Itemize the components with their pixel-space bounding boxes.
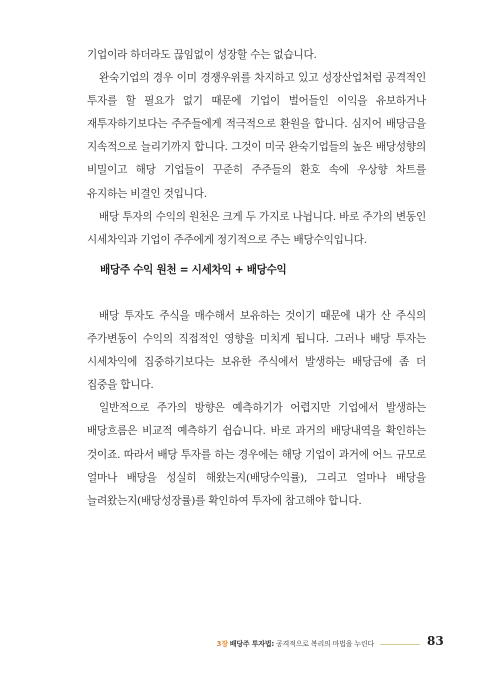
chapter-number: 3장 bbox=[216, 640, 228, 648]
paragraph-4: 배당 투자도 주식을 매수해서 보유하는 것이기 때문에 내가 산 주식의 주가변동이 수익의 직접적인 영향을 미치게 됩니다. 그러나 배당 투자는 시세차익에 집중하기보다는 보유한 주식에서 발생하는 배당금에 좀 더 집중을 합니다. bbox=[87, 310, 426, 392]
footer-divider bbox=[380, 644, 420, 645]
section-heading: 배당주 수익 원천 = 시세차익 + 배당수익 bbox=[100, 264, 287, 276]
paragraph-2: 완숙기업의 경우 이미 경쟁우위를 차지하고 있고 성장산업처럼 공격적인 투자를 할 필요가 없기 때문에 기업이 벌어들인 이익을 유보하거나 재투자하기보다는 주주들에게 적극적으로 환원을 합니다. 심지어 배당금을 지속적으로 늘리기까지 합니다. 그것이 미국 완숙기업들의 높은 배당성향의 비밀이고 해당 기업들이 꾸준히 주주들의 환호 속에 우상향 차트를 유지하는 비결인 것입니다. bbox=[87, 72, 426, 200]
body-section-1 bbox=[87, 44, 426, 252]
chapter-header bbox=[217, 639, 374, 649]
page-number: 83 bbox=[427, 634, 444, 648]
chapter-subtitle: 공격적으로 복리의 마법을 누린다 bbox=[276, 640, 374, 648]
paragraph-3: 배당 투자의 수익의 원천은 크게 두 가지로 나뉩니다. 바로 주가의 변동인 시세차익과 기업이 주주에게 정기적으로 주는 배당수익입니다. bbox=[87, 210, 426, 246]
paragraph-1: 기업이라 하더라도 끊임없이 성장할 수는 없습니다. bbox=[87, 49, 317, 61]
paragraph-5: 일반적으로 주가의 방향은 예측하기가 어렵지만 기업에서 발생하는 배당흐름은 비교적 예측하기 쉽습니다. 바로 과거의 배당내역을 확인하는 것이죠. 따라서 배당 투자를 하는 경우에는 해당 기업이 과거에 어느 규모로 얼마나 배당을 성실히 해왔는지(배당수익률), 그리고 얼마나 배당을 늘려왔는지(배당성장률)를 확인하여 투자에 참고해야 합니다. bbox=[87, 402, 426, 507]
body-section-2 bbox=[87, 305, 426, 513]
chapter-title: 배당주 투자법: bbox=[229, 640, 275, 648]
page-footer bbox=[0, 636, 440, 652]
